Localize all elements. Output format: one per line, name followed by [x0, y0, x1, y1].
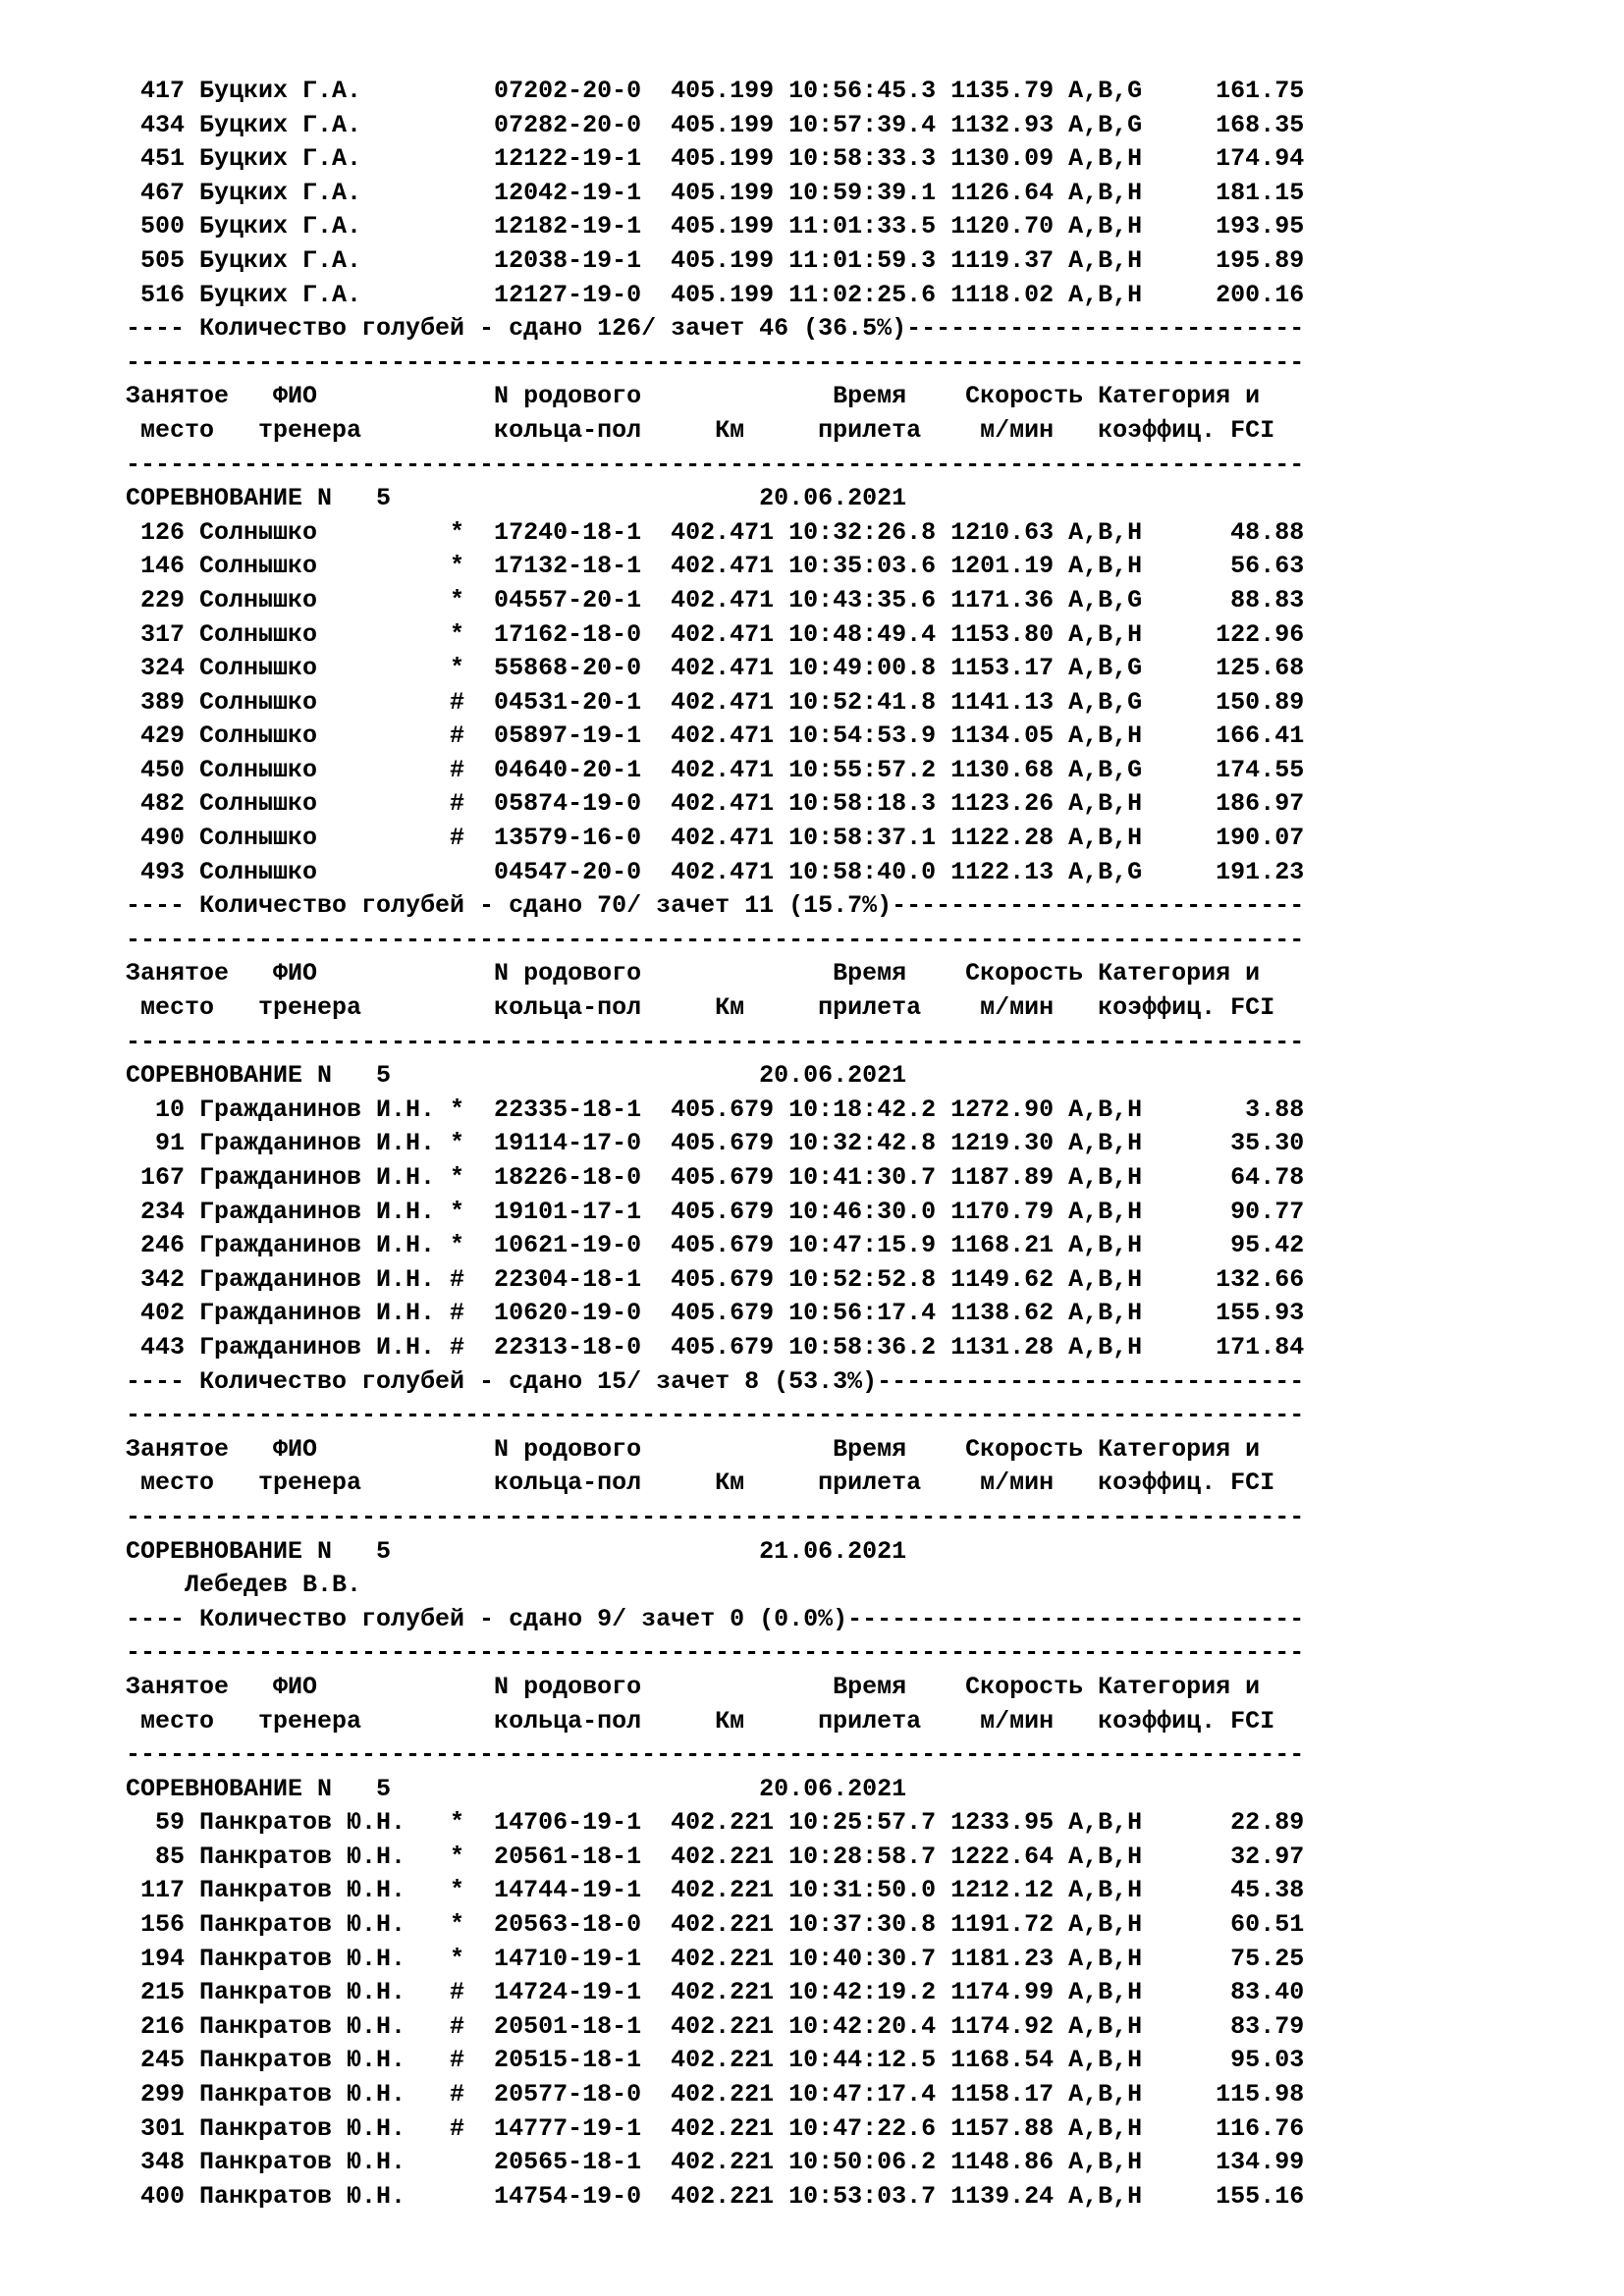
result-row: 450 Солнышко # 04640-20-1 402.471 10:55:57.2 1130.68 A,B,G 174.55 [126, 755, 1305, 784]
separator-line: -------------------------------------------------------------------------------- [126, 1502, 1305, 1531]
result-row: 434 Буцких Г.А. 07282-20-0 405.199 10:57:39.4 1132.93 A,B,G 168.35 [126, 110, 1305, 139]
result-row: 234 Гражданинов И.Н. * 19101-17-1 405.679 10:46:30.0 1170.79 A,B,H 90.77 [126, 1197, 1305, 1226]
result-row: 417 Буцких Г.А. 07202-20-0 405.199 10:56:45.3 1135.79 A,B,G 161.75 [126, 77, 1305, 105]
column-header-line-2: место тренера кольца-пол Км прилета м/мин коэффиц. FCI [126, 415, 1275, 445]
summary-line: ---- Количество голубей - сдано 70/ зачет 11 (15.7%)---------------------------- [126, 891, 1305, 921]
trainer-name-line: Лебедев В.В. [126, 1571, 362, 1600]
column-header-line-1: Занятое ФИО N родового Время Скорость Категория и [126, 1672, 1261, 1701]
separator-line: -------------------------------------------------------------------------------- [126, 1638, 1305, 1668]
column-header-line-2: место тренера кольца-пол Км прилета м/мин коэффиц. FCI [126, 1468, 1275, 1498]
result-row: 505 Буцких Г.А. 12038-19-1 405.199 11:01:59.3 1119.37 A,B,H 195.89 [126, 245, 1305, 275]
result-row: 245 Панкратов Ю.Н. # 20515-18-1 402.221 10:44:12.5 1168.54 A,B,H 95.03 [126, 2046, 1305, 2075]
competition-heading: СОРЕВНОВАНИЕ N 5 20.06.2021 [126, 1061, 907, 1091]
result-row: 229 Солнышко * 04557-20-1 402.471 10:43:35.6 1171.36 A,B,G 88.83 [126, 585, 1305, 614]
result-row: 348 Панкратов Ю.Н. 20565-18-1 402.221 10:50:06.2 1148.86 A,B,H 134.99 [126, 2148, 1305, 2177]
column-header-line-2: место тренера кольца-пол Км прилета м/мин коэффиц. FCI [126, 1706, 1275, 1735]
result-row: 389 Солнышко # 04531-20-1 402.471 10:52:41.8 1141.13 A,B,G 150.89 [126, 687, 1305, 717]
result-row: 246 Гражданинов И.Н. * 10621-19-0 405.679 10:47:15.9 1168.21 A,B,H 95.42 [126, 1231, 1305, 1260]
result-row: 324 Солнышко * 55868-20-0 402.471 10:49:00.8 1153.17 A,B,G 125.68 [126, 654, 1305, 683]
result-row: 117 Панкратов Ю.Н. * 14744-19-1 402.221 10:31:50.0 1212.12 A,B,H 45.38 [126, 1876, 1305, 1905]
separator-line: -------------------------------------------------------------------------------- [126, 347, 1305, 377]
result-row: 342 Гражданинов И.Н. # 22304-18-1 405.679 10:52:52.8 1149.62 A,B,H 132.66 [126, 1264, 1305, 1294]
result-row: 216 Панкратов Ю.Н. # 20501-18-1 402.221 10:42:20.4 1174.92 A,B,H 83.79 [126, 2011, 1305, 2041]
result-row: 156 Панкратов Ю.Н. * 20563-18-0 402.221 10:37:30.8 1191.72 A,B,H 60.51 [126, 1910, 1305, 1940]
result-row: 301 Панкратов Ю.Н. # 14777-19-1 402.221 10:47:22.6 1157.88 A,B,H 116.76 [126, 2113, 1305, 2143]
result-row: 500 Буцких Г.А. 12182-19-1 405.199 11:01:33.5 1120.70 A,B,H 193.95 [126, 212, 1305, 241]
result-row: 402 Гражданинов И.Н. # 10620-19-0 405.679 10:56:17.4 1138.62 A,B,H 155.93 [126, 1299, 1305, 1328]
separator-line: -------------------------------------------------------------------------------- [126, 925, 1305, 954]
result-row: 516 Буцких Г.А. 12127-19-0 405.199 11:02:25.6 1118.02 A,B,H 200.16 [126, 280, 1305, 309]
separator-line: -------------------------------------------------------------------------------- [126, 450, 1305, 479]
result-row: 317 Солнышко * 17162-18-0 402.471 10:48:49.4 1153.80 A,B,H 122.96 [126, 619, 1305, 649]
competition-heading: СОРЕВНОВАНИЕ N 5 20.06.2021 [126, 484, 907, 513]
result-row: 85 Панкратов Ю.Н. * 20561-18-1 402.221 10:28:58.7 1222.64 A,B,H 32.97 [126, 1842, 1305, 1871]
result-row: 299 Панкратов Ю.Н. # 20577-18-0 402.221 10:47:17.4 1158.17 A,B,H 115.98 [126, 2080, 1305, 2109]
separator-line: -------------------------------------------------------------------------------- [126, 1401, 1305, 1430]
result-row: 451 Буцких Г.А. 12122-19-1 405.199 10:58:33.3 1130.09 A,B,H 174.94 [126, 144, 1305, 174]
summary-line: ---- Количество голубей - сдано 126/ зачет 46 (36.5%)--------------------------- [126, 314, 1305, 344]
result-row: 490 Солнышко # 13579-16-0 402.471 10:58:37.1 1122.28 A,B,H 190.07 [126, 824, 1305, 853]
result-row: 467 Буцких Г.А. 12042-19-1 405.199 10:59:39.1 1126.64 A,B,H 181.15 [126, 178, 1305, 207]
column-header-line-1: Занятое ФИО N родового Время Скорость Категория и [126, 959, 1261, 988]
separator-line: -------------------------------------------------------------------------------- [126, 1740, 1305, 1770]
separator-line: -------------------------------------------------------------------------------- [126, 1027, 1305, 1056]
result-row: 215 Панкратов Ю.Н. # 14724-19-1 402.221 10:42:19.2 1174.99 A,B,H 83.40 [126, 1978, 1305, 2007]
result-row: 400 Панкратов Ю.Н. 14754-19-0 402.221 10:53:03.7 1139.24 A,B,H 155.16 [126, 2181, 1305, 2211]
result-row: 443 Гражданинов И.Н. # 22313-18-0 405.679 10:58:36.2 1131.28 A,B,H 171.84 [126, 1332, 1305, 1362]
column-header-line-2: место тренера кольца-пол Км прилета м/мин коэффиц. FCI [126, 993, 1275, 1023]
result-row: 126 Солнышко * 17240-18-1 402.471 10:32:26.8 1210.63 A,B,H 48.88 [126, 517, 1305, 547]
result-row: 167 Гражданинов И.Н. * 18226-18-0 405.679 10:41:30.7 1187.89 A,B,H 64.78 [126, 1163, 1305, 1192]
competition-heading: СОРЕВНОВАНИЕ N 5 21.06.2021 [126, 1536, 907, 1566]
column-header-line-1: Занятое ФИО N родового Время Скорость Категория и [126, 1434, 1261, 1464]
summary-line: ---- Количество голубей - сдано 15/ зачет 8 (53.3%)----------------------------- [126, 1366, 1305, 1396]
result-row: 482 Солнышко # 05874-19-0 402.471 10:58:18.3 1123.26 A,B,H 186.97 [126, 789, 1305, 819]
result-row: 59 Панкратов Ю.Н. * 14706-19-1 402.221 10:25:57.7 1233.95 A,B,H 22.89 [126, 1808, 1305, 1838]
result-row: 429 Солнышко # 05897-19-1 402.471 10:54:53.9 1134.05 A,B,H 166.41 [126, 721, 1305, 751]
summary-line: ---- Количество голубей - сдано 9/ зачет 0 (0.0%)------------------------------- [126, 1604, 1305, 1633]
result-row: 91 Гражданинов И.Н. * 19114-17-0 405.679 10:32:42.8 1219.30 A,B,H 35.30 [126, 1129, 1305, 1158]
result-row: 493 Солнышко 04547-20-0 402.471 10:58:40.0 1122.13 A,B,G 191.23 [126, 857, 1305, 886]
result-row: 194 Панкратов Ю.Н. * 14710-19-1 402.221 10:40:30.7 1181.23 A,B,H 75.25 [126, 1944, 1305, 1973]
result-row: 10 Гражданинов И.Н. * 22335-18-1 405.679 10:18:42.2 1272.90 A,B,H 3.88 [126, 1095, 1305, 1124]
results-printout [126, 75, 1304, 2214]
column-header-line-1: Занятое ФИО N родового Время Скорость Категория и [126, 382, 1261, 411]
result-row: 146 Солнышко * 17132-18-1 402.471 10:35:03.6 1201.19 A,B,H 56.63 [126, 552, 1305, 581]
competition-heading: СОРЕВНОВАНИЕ N 5 20.06.2021 [126, 1774, 907, 1803]
